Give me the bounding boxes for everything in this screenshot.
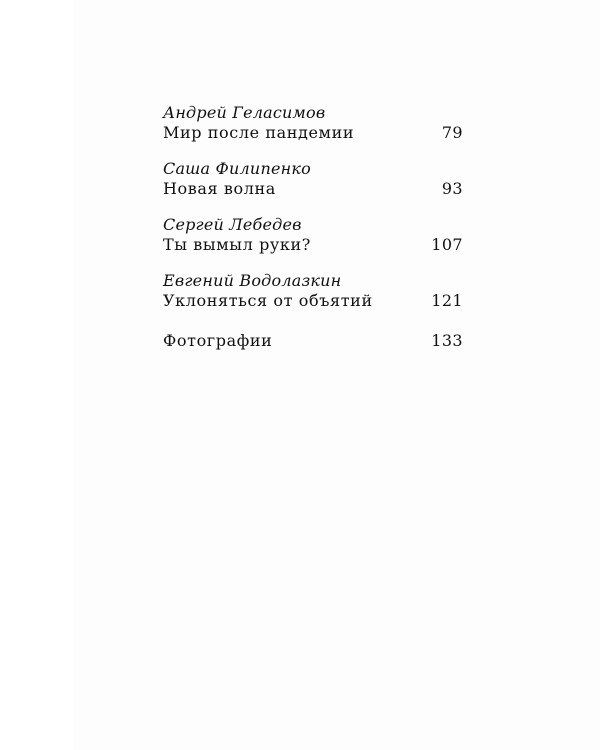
toc-row xyxy=(163,331,463,351)
toc-entry xyxy=(163,103,463,143)
toc-title: Ты вымыл руки? xyxy=(163,235,311,254)
toc-entry-photos xyxy=(163,331,463,351)
toc-page-number: 79 xyxy=(441,123,463,142)
toc-row xyxy=(163,291,463,311)
toc-entry xyxy=(163,159,463,199)
toc-row xyxy=(163,123,463,143)
toc-page-number: 93 xyxy=(441,179,463,198)
toc-page-number: 133 xyxy=(431,331,463,350)
toc-title: Фотографии xyxy=(163,331,273,350)
toc-title: Новая волна xyxy=(163,179,276,198)
toc-author: Евгений Водолазкин xyxy=(163,271,342,290)
toc-title: Уклоняться от объятий xyxy=(163,291,373,310)
toc-page-number: 107 xyxy=(431,235,463,254)
toc-entry xyxy=(163,215,463,255)
toc-title: Мир после пандемии xyxy=(163,123,355,142)
toc-author: Андрей Геласимов xyxy=(163,103,326,122)
toc-entry xyxy=(163,271,463,311)
table-of-contents xyxy=(163,103,463,367)
toc-page-number: 121 xyxy=(431,291,463,310)
toc-row xyxy=(163,235,463,255)
toc-row xyxy=(163,179,463,199)
toc-author: Сергей Лебедев xyxy=(163,215,302,234)
toc-author: Саша Филипенко xyxy=(163,159,311,178)
